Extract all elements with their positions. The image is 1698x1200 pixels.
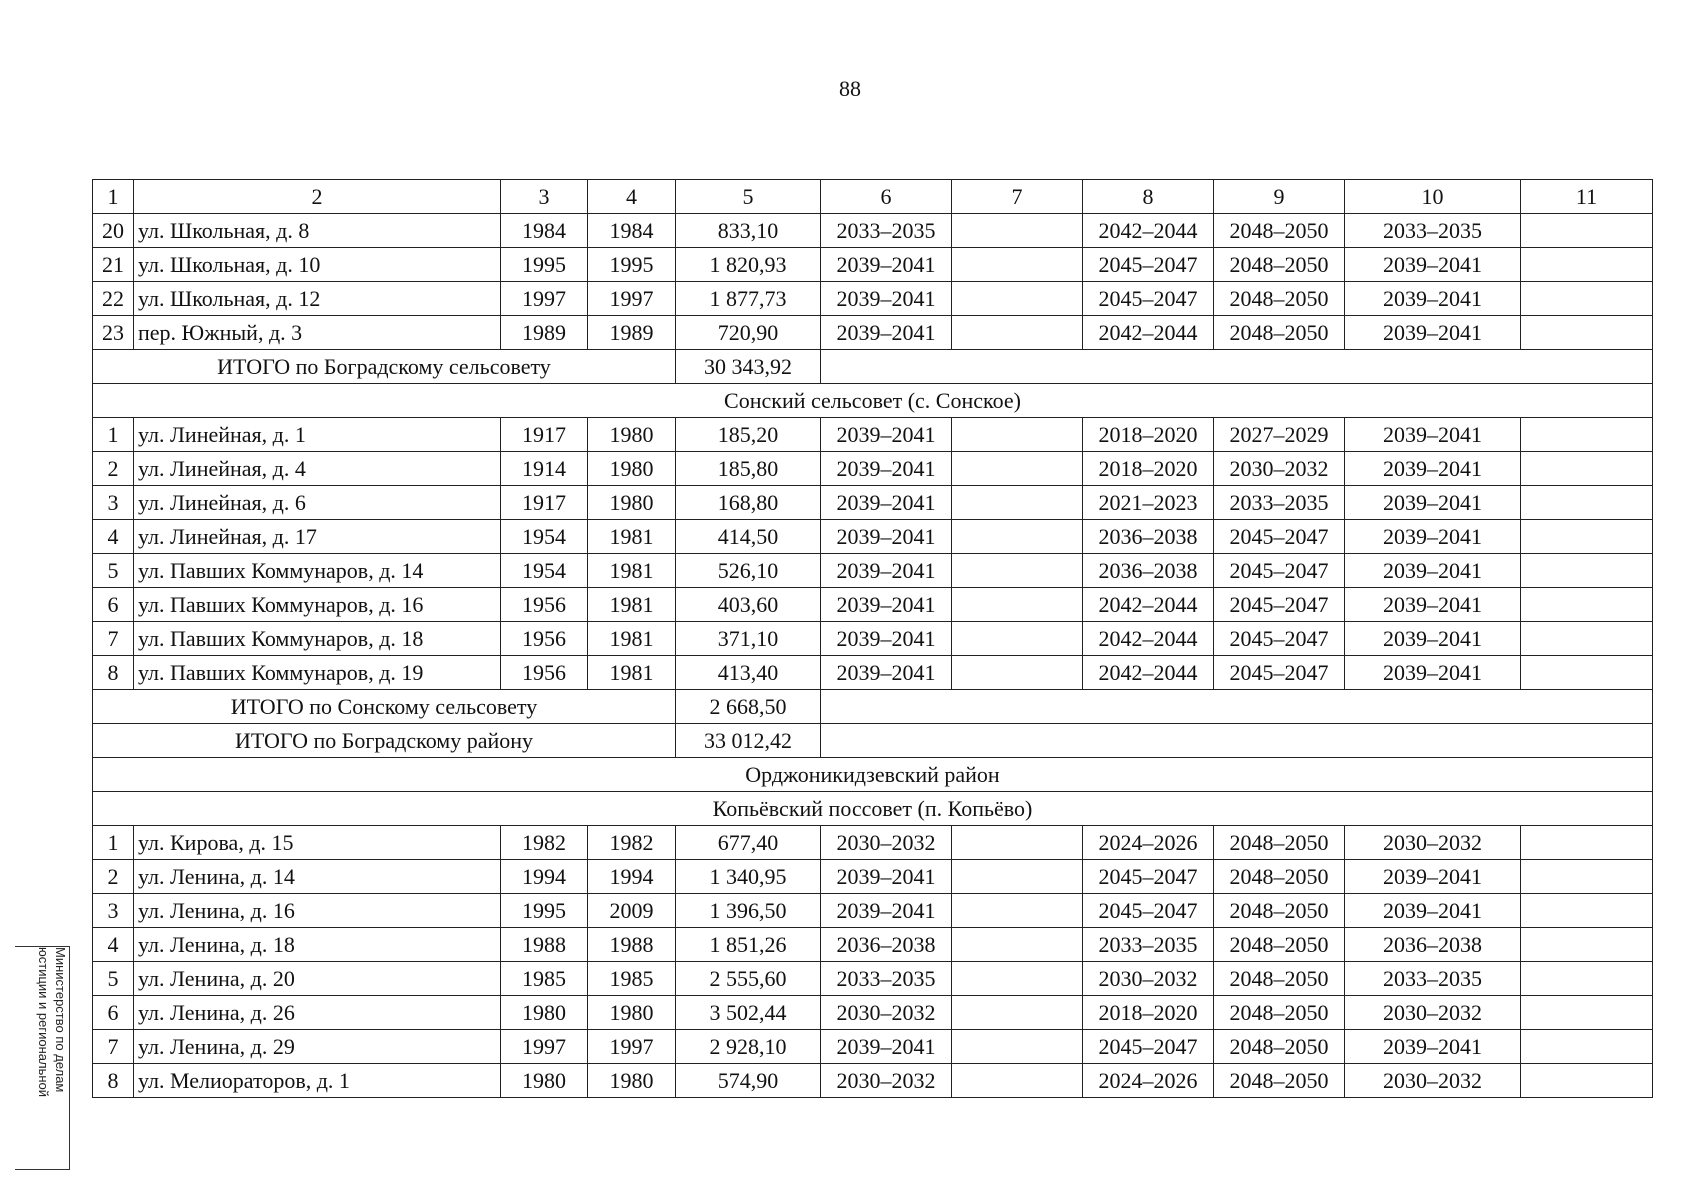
table-cell: 2033–2035 — [1214, 486, 1345, 520]
table-cell: 2045–2047 — [1214, 656, 1345, 690]
table-cell: 1984 — [588, 214, 676, 248]
table-cell: 413,40 — [676, 656, 821, 690]
table-cell: 1980 — [588, 996, 676, 1030]
table-cell: 1956 — [501, 622, 588, 656]
table-cell: 2048–2050 — [1214, 316, 1345, 350]
table-row — [93, 248, 1653, 282]
column-number: 7 — [952, 180, 1083, 214]
table-cell: 2045–2047 — [1083, 282, 1214, 316]
table-cell: 2036–2038 — [1345, 928, 1521, 962]
table-cell: 2039–2041 — [821, 452, 952, 486]
table-cell: ул. Павших Коммунаров, д. 18 — [134, 622, 501, 656]
table-cell: 1980 — [588, 486, 676, 520]
table-cell — [952, 520, 1083, 554]
table-cell — [952, 826, 1083, 860]
table-cell — [1521, 996, 1653, 1030]
table-cell — [952, 1030, 1083, 1064]
table-cell — [1521, 520, 1653, 554]
table-cell: 2030–2032 — [1345, 826, 1521, 860]
table-cell: 1956 — [501, 588, 588, 622]
table-cell: 2024–2026 — [1083, 1064, 1214, 1098]
table-cell: 1981 — [588, 520, 676, 554]
column-number: 4 — [588, 180, 676, 214]
page-number: 88 — [839, 76, 861, 101]
table-cell: 2030–2032 — [1214, 452, 1345, 486]
table-cell: 2039–2041 — [821, 282, 952, 316]
table-cell: 1995 — [501, 894, 588, 928]
table-cell — [952, 282, 1083, 316]
table-cell: 168,80 — [676, 486, 821, 520]
table-cell: 2039–2041 — [821, 316, 952, 350]
table-cell: ул. Ленина, д. 29 — [134, 1030, 501, 1064]
table-cell: 2030–2032 — [821, 826, 952, 860]
table-row — [93, 520, 1653, 554]
table-cell: 2033–2035 — [1345, 214, 1521, 248]
table-cell: 1997 — [501, 282, 588, 316]
table-cell — [952, 962, 1083, 996]
table-cell: 4 — [93, 520, 134, 554]
table-cell: 1 — [93, 418, 134, 452]
table-row — [93, 996, 1653, 1030]
table-cell: ул. Школьная, д. 10 — [134, 248, 501, 282]
table-cell: ул. Школьная, д. 8 — [134, 214, 501, 248]
table-cell: 720,90 — [676, 316, 821, 350]
table-row — [93, 894, 1653, 928]
total-label: ИТОГО по Боградскому сельсовету — [93, 350, 676, 384]
table-cell: ул. Линейная, д. 4 — [134, 452, 501, 486]
table-cell — [1521, 316, 1653, 350]
table-cell — [1521, 486, 1653, 520]
table-cell: ул. Павших Коммунаров, д. 19 — [134, 656, 501, 690]
section-heading: Сонский сельсовет (с. Сонское) — [93, 384, 1653, 418]
table-cell: 3 502,44 — [676, 996, 821, 1030]
column-number: 8 — [1083, 180, 1214, 214]
table-cell — [1521, 622, 1653, 656]
table-cell: ул. Линейная, д. 6 — [134, 486, 501, 520]
table-cell — [1521, 1030, 1653, 1064]
stamp-line: юстиции и региональной — [36, 947, 51, 1098]
table-cell — [952, 554, 1083, 588]
table-cell: 2039–2041 — [1345, 452, 1521, 486]
table-cell: 2039–2041 — [1345, 860, 1521, 894]
table-row — [93, 1064, 1653, 1098]
table-cell: 1954 — [501, 520, 588, 554]
table-cell: 2048–2050 — [1214, 1064, 1345, 1098]
table-cell: 5 — [93, 554, 134, 588]
stamp-line: Министерство по делам — [53, 947, 68, 1093]
table-cell: 2039–2041 — [1345, 588, 1521, 622]
table-cell: 2027–2029 — [1214, 418, 1345, 452]
table-cell: 2036–2038 — [1083, 520, 1214, 554]
total-label: ИТОГО по Сонскому сельсовету — [93, 690, 676, 724]
table-cell: 2048–2050 — [1214, 282, 1345, 316]
total-row — [93, 724, 1653, 758]
table-cell: 371,10 — [676, 622, 821, 656]
section-heading: Копьёвский поссовет (п. Копьёво) — [93, 792, 1653, 826]
table-cell: 22 — [93, 282, 134, 316]
table-cell — [952, 622, 1083, 656]
table-row — [93, 486, 1653, 520]
table-cell: 526,10 — [676, 554, 821, 588]
table-cell — [1521, 282, 1653, 316]
table-cell: 2048–2050 — [1214, 248, 1345, 282]
section-heading-row — [93, 384, 1653, 418]
table-cell: 1989 — [501, 316, 588, 350]
housing-register-table — [92, 179, 1653, 1098]
table-cell: 2039–2041 — [1345, 554, 1521, 588]
table-cell — [1521, 826, 1653, 860]
table-cell: ул. Линейная, д. 17 — [134, 520, 501, 554]
table-cell: 8 — [93, 656, 134, 690]
table-cell: 2045–2047 — [1083, 860, 1214, 894]
table-cell: 2018–2020 — [1083, 452, 1214, 486]
table-cell: 2036–2038 — [821, 928, 952, 962]
table-row — [93, 588, 1653, 622]
table-cell: 1956 — [501, 656, 588, 690]
table-row — [93, 1030, 1653, 1064]
table-cell: 2039–2041 — [821, 588, 952, 622]
table-cell: 2045–2047 — [1214, 622, 1345, 656]
table-cell: ул. Ленина, д. 16 — [134, 894, 501, 928]
table-cell: 2042–2044 — [1083, 214, 1214, 248]
archive-stamp — [15, 946, 70, 1170]
table-cell: 2030–2032 — [1345, 996, 1521, 1030]
table-row — [93, 418, 1653, 452]
table-cell — [1521, 214, 1653, 248]
table-cell: 1981 — [588, 656, 676, 690]
table-cell: ул. Павших Коммунаров, д. 14 — [134, 554, 501, 588]
table-cell: 2039–2041 — [821, 520, 952, 554]
table-cell: 2045–2047 — [1083, 894, 1214, 928]
table-cell: 1 851,26 — [676, 928, 821, 962]
total-value: 30 343,92 — [676, 350, 821, 384]
table-cell: 1981 — [588, 622, 676, 656]
table-cell: 2039–2041 — [821, 860, 952, 894]
table-cell: 2048–2050 — [1214, 826, 1345, 860]
table-cell: 21 — [93, 248, 134, 282]
table-cell — [1521, 656, 1653, 690]
table-cell: 2039–2041 — [1345, 282, 1521, 316]
table-cell: 1997 — [588, 1030, 676, 1064]
table-cell: 1917 — [501, 418, 588, 452]
table-cell: 2039–2041 — [821, 894, 952, 928]
column-number: 6 — [821, 180, 952, 214]
table-cell: 1981 — [588, 554, 676, 588]
table-cell — [1521, 860, 1653, 894]
empty-cell — [821, 350, 1653, 384]
column-number-row — [93, 180, 1653, 214]
table-cell: 2039–2041 — [821, 248, 952, 282]
table-cell: 1 340,95 — [676, 860, 821, 894]
table-cell — [1521, 928, 1653, 962]
table-cell: ул. Школьная, д. 12 — [134, 282, 501, 316]
table-cell: 2048–2050 — [1214, 928, 1345, 962]
table-cell: 2048–2050 — [1214, 214, 1345, 248]
table-cell: 2048–2050 — [1214, 996, 1345, 1030]
table-cell: 2045–2047 — [1214, 588, 1345, 622]
table-cell: 2039–2041 — [821, 486, 952, 520]
table-cell: 2039–2041 — [1345, 486, 1521, 520]
empty-cell — [821, 724, 1653, 758]
table-row — [93, 316, 1653, 350]
section-heading: Орджоникидзевский район — [93, 758, 1653, 792]
kopyevsky-council-rows — [93, 826, 1653, 1098]
table-cell: 1 — [93, 826, 134, 860]
table-row — [93, 826, 1653, 860]
table-cell: 2039–2041 — [1345, 622, 1521, 656]
table-cell: 1997 — [588, 282, 676, 316]
table-cell: 1 820,93 — [676, 248, 821, 282]
table-cell — [952, 248, 1083, 282]
table-row — [93, 452, 1653, 486]
table-row — [93, 860, 1653, 894]
table-cell: 2042–2044 — [1083, 316, 1214, 350]
table-cell: 1 396,50 — [676, 894, 821, 928]
table-cell: 1917 — [501, 486, 588, 520]
table-cell: 2 — [93, 452, 134, 486]
table-cell: ул. Мелиораторов, д. 1 — [134, 1064, 501, 1098]
table-cell: 1982 — [501, 826, 588, 860]
table-cell — [952, 894, 1083, 928]
table-cell: 1980 — [501, 1064, 588, 1098]
table-cell: 1985 — [588, 962, 676, 996]
table-cell: 2036–2038 — [1083, 554, 1214, 588]
table-cell: 2042–2044 — [1083, 588, 1214, 622]
table-cell: 2033–2035 — [821, 214, 952, 248]
table-cell: ул. Ленина, д. 14 — [134, 860, 501, 894]
table-cell: 2045–2047 — [1083, 1030, 1214, 1064]
table-cell — [1521, 588, 1653, 622]
table-cell: 1980 — [588, 452, 676, 486]
table-row — [93, 554, 1653, 588]
table-row — [93, 622, 1653, 656]
table-cell — [952, 928, 1083, 962]
column-number: 2 — [134, 180, 501, 214]
table-cell: 1989 — [588, 316, 676, 350]
table-cell — [1521, 452, 1653, 486]
table-cell: 2009 — [588, 894, 676, 928]
table-cell: ул. Ленина, д. 20 — [134, 962, 501, 996]
table-cell: 403,60 — [676, 588, 821, 622]
table-cell: 1995 — [501, 248, 588, 282]
table-cell: 2021–2023 — [1083, 486, 1214, 520]
table-cell: 2039–2041 — [1345, 656, 1521, 690]
table-cell: 7 — [93, 1030, 134, 1064]
total-label: ИТОГО по Боградскому району — [93, 724, 676, 758]
table-cell: 2 555,60 — [676, 962, 821, 996]
table-cell: 1981 — [588, 588, 676, 622]
empty-cell — [821, 690, 1653, 724]
column-number: 5 — [676, 180, 821, 214]
table-cell — [952, 656, 1083, 690]
table-cell — [952, 452, 1083, 486]
table-cell: 414,50 — [676, 520, 821, 554]
total-value: 2 668,50 — [676, 690, 821, 724]
table-cell: ул. Линейная, д. 1 — [134, 418, 501, 452]
section-heading-row — [93, 758, 1653, 792]
table-cell: 2024–2026 — [1083, 826, 1214, 860]
section-heading-row — [93, 792, 1653, 826]
table-cell: ул. Кирова, д. 15 — [134, 826, 501, 860]
table-cell: 2039–2041 — [821, 554, 952, 588]
table-row — [93, 214, 1653, 248]
table-cell — [1521, 554, 1653, 588]
table-cell — [1521, 894, 1653, 928]
table-cell: ул. Ленина, д. 26 — [134, 996, 501, 1030]
table-cell — [1521, 1064, 1653, 1098]
table-cell: 2039–2041 — [821, 1030, 952, 1064]
table-cell: пер. Южный, д. 3 — [134, 316, 501, 350]
table-cell: 23 — [93, 316, 134, 350]
table-cell: 7 — [93, 622, 134, 656]
table-cell: 2039–2041 — [1345, 418, 1521, 452]
table-cell: 3 — [93, 894, 134, 928]
table-cell — [952, 996, 1083, 1030]
table-cell: ул. Павших Коммунаров, д. 16 — [134, 588, 501, 622]
table-cell: 1954 — [501, 554, 588, 588]
table-cell: 5 — [93, 962, 134, 996]
table-cell: 2039–2041 — [1345, 316, 1521, 350]
table-cell: 2018–2020 — [1083, 996, 1214, 1030]
table-cell: 2045–2047 — [1214, 554, 1345, 588]
table-cell: 1980 — [501, 996, 588, 1030]
table-cell: 2039–2041 — [1345, 248, 1521, 282]
table-cell: 1997 — [501, 1030, 588, 1064]
table-cell: 2048–2050 — [1214, 894, 1345, 928]
column-number: 1 — [93, 180, 134, 214]
table-cell: 2033–2035 — [821, 962, 952, 996]
table-cell: 2042–2044 — [1083, 622, 1214, 656]
table-cell — [1521, 248, 1653, 282]
table-cell — [1521, 418, 1653, 452]
table-cell — [952, 316, 1083, 350]
table-cell: 2 — [93, 860, 134, 894]
total-row — [93, 690, 1653, 724]
table-cell — [952, 486, 1083, 520]
table-cell: 1994 — [588, 860, 676, 894]
table-cell: 1994 — [501, 860, 588, 894]
table-cell — [952, 214, 1083, 248]
table-cell: ул. Ленина, д. 18 — [134, 928, 501, 962]
table-cell: 2045–2047 — [1083, 248, 1214, 282]
table-cell — [1521, 962, 1653, 996]
stamp-text — [15, 947, 69, 1169]
table-cell: 1914 — [501, 452, 588, 486]
table-cell: 574,90 — [676, 1064, 821, 1098]
table-cell: 185,80 — [676, 452, 821, 486]
table-cell: 2033–2035 — [1083, 928, 1214, 962]
sonsky-council-rows — [93, 418, 1653, 690]
table-cell: 1985 — [501, 962, 588, 996]
table-cell: 2039–2041 — [1345, 894, 1521, 928]
table-cell: 833,10 — [676, 214, 821, 248]
table-cell: 1984 — [501, 214, 588, 248]
bogradsky-council-rows — [93, 214, 1653, 350]
table-cell — [952, 418, 1083, 452]
table-cell: 1 877,73 — [676, 282, 821, 316]
table-cell: 2048–2050 — [1214, 860, 1345, 894]
table-cell: 1988 — [588, 928, 676, 962]
table-row — [93, 962, 1653, 996]
table-cell: 2042–2044 — [1083, 656, 1214, 690]
table-cell: 4 — [93, 928, 134, 962]
total-row — [93, 350, 1653, 384]
table-cell: 2039–2041 — [821, 418, 952, 452]
table-cell: 2030–2032 — [821, 1064, 952, 1098]
table-cell: 6 — [93, 588, 134, 622]
table-cell: 2048–2050 — [1214, 962, 1345, 996]
table-cell: 677,40 — [676, 826, 821, 860]
table-cell: 1980 — [588, 418, 676, 452]
table-cell: 1982 — [588, 826, 676, 860]
table-cell: 20 — [93, 214, 134, 248]
table-cell: 2045–2047 — [1214, 520, 1345, 554]
table-cell: 2033–2035 — [1345, 962, 1521, 996]
table-cell: 1980 — [588, 1064, 676, 1098]
table-cell: 1995 — [588, 248, 676, 282]
table-cell — [952, 1064, 1083, 1098]
table-cell — [952, 860, 1083, 894]
table-cell: 2030–2032 — [1345, 1064, 1521, 1098]
table-cell: 2048–2050 — [1214, 1030, 1345, 1064]
table-row — [93, 282, 1653, 316]
column-number: 10 — [1345, 180, 1521, 214]
total-value: 33 012,42 — [676, 724, 821, 758]
table-cell: 2018–2020 — [1083, 418, 1214, 452]
table-row — [93, 656, 1653, 690]
table-cell: 185,20 — [676, 418, 821, 452]
column-number: 9 — [1214, 180, 1345, 214]
table-cell: 2 928,10 — [676, 1030, 821, 1064]
table-cell: 2030–2032 — [821, 996, 952, 1030]
table-cell — [952, 588, 1083, 622]
column-number: 3 — [501, 180, 588, 214]
table-cell: 2039–2041 — [821, 622, 952, 656]
table-cell: 2039–2041 — [1345, 1030, 1521, 1064]
table-cell: 2039–2041 — [821, 656, 952, 690]
table-cell: 6 — [93, 996, 134, 1030]
table-cell: 3 — [93, 486, 134, 520]
table-cell: 1988 — [501, 928, 588, 962]
table-cell: 8 — [93, 1064, 134, 1098]
table-cell: 2030–2032 — [1083, 962, 1214, 996]
table-cell: 2039–2041 — [1345, 520, 1521, 554]
table-row — [93, 928, 1653, 962]
column-number: 11 — [1521, 180, 1653, 214]
